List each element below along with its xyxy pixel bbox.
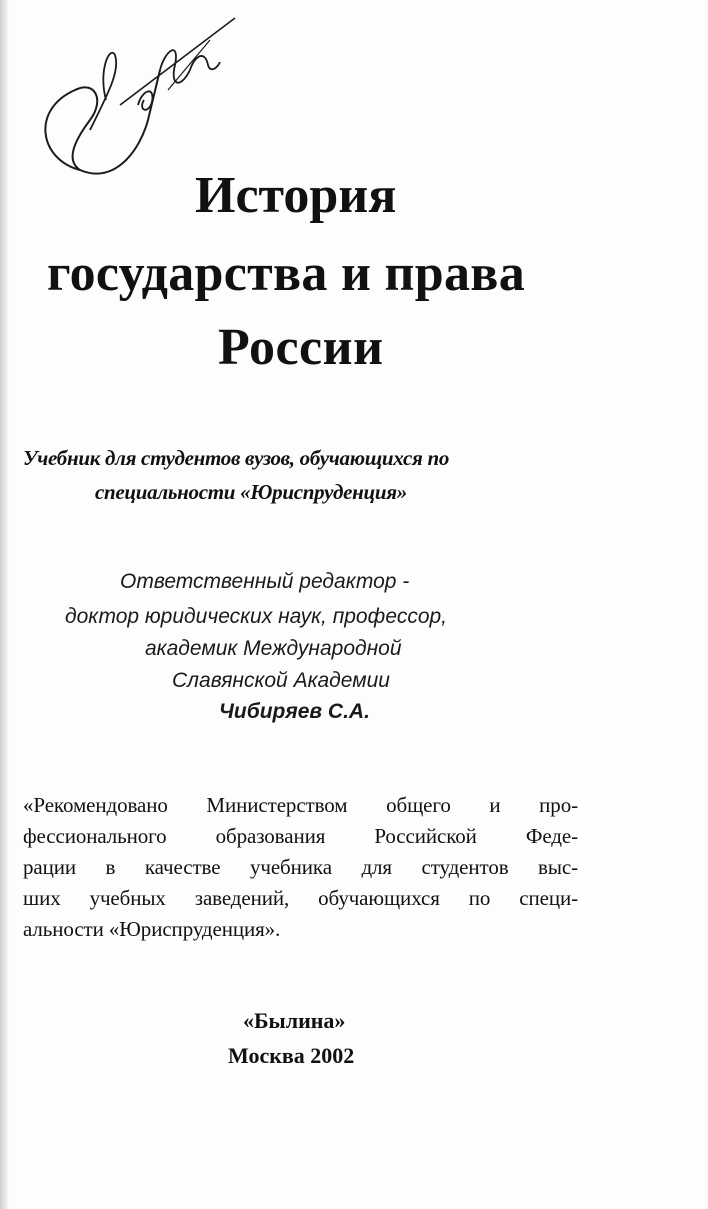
- editor-academy-2: Славянской Академии: [172, 669, 390, 692]
- editor-degree: доктор юридических наук, профессор,: [65, 605, 448, 628]
- title-line-1: История: [195, 167, 397, 224]
- page-binding-shadow: [0, 0, 9, 1209]
- publisher-city-year: Москва 2002: [228, 1043, 355, 1068]
- recommendation-line-3: рации в качестве учебника для студентов выс-: [23, 855, 578, 879]
- recommendation-line-4: ших учебных заведений, обучающихся по специ-: [23, 886, 578, 910]
- subtitle-line-1: Учебник для студентов вузов, обучающихся по: [23, 446, 450, 470]
- subtitle-line-2: специальности «Юриспруденция»: [95, 480, 408, 504]
- editor-role: Ответственный редактор -: [120, 570, 410, 593]
- recommendation-line-1: «Рекомендовано Министерством общего и про-: [23, 793, 578, 817]
- title-line-3: России: [218, 319, 384, 376]
- recommendation-line-2: фессионального образования Российской Феде-: [23, 824, 578, 848]
- recommendation-line-5: альности «Юриспруденция».: [23, 917, 281, 941]
- editor-academy-1: академик Международной: [145, 637, 402, 660]
- publisher-name: «Былина»: [243, 1008, 346, 1033]
- title-line-2: государства и права: [47, 245, 525, 302]
- editor-name: Чибиряев С.А.: [219, 700, 370, 723]
